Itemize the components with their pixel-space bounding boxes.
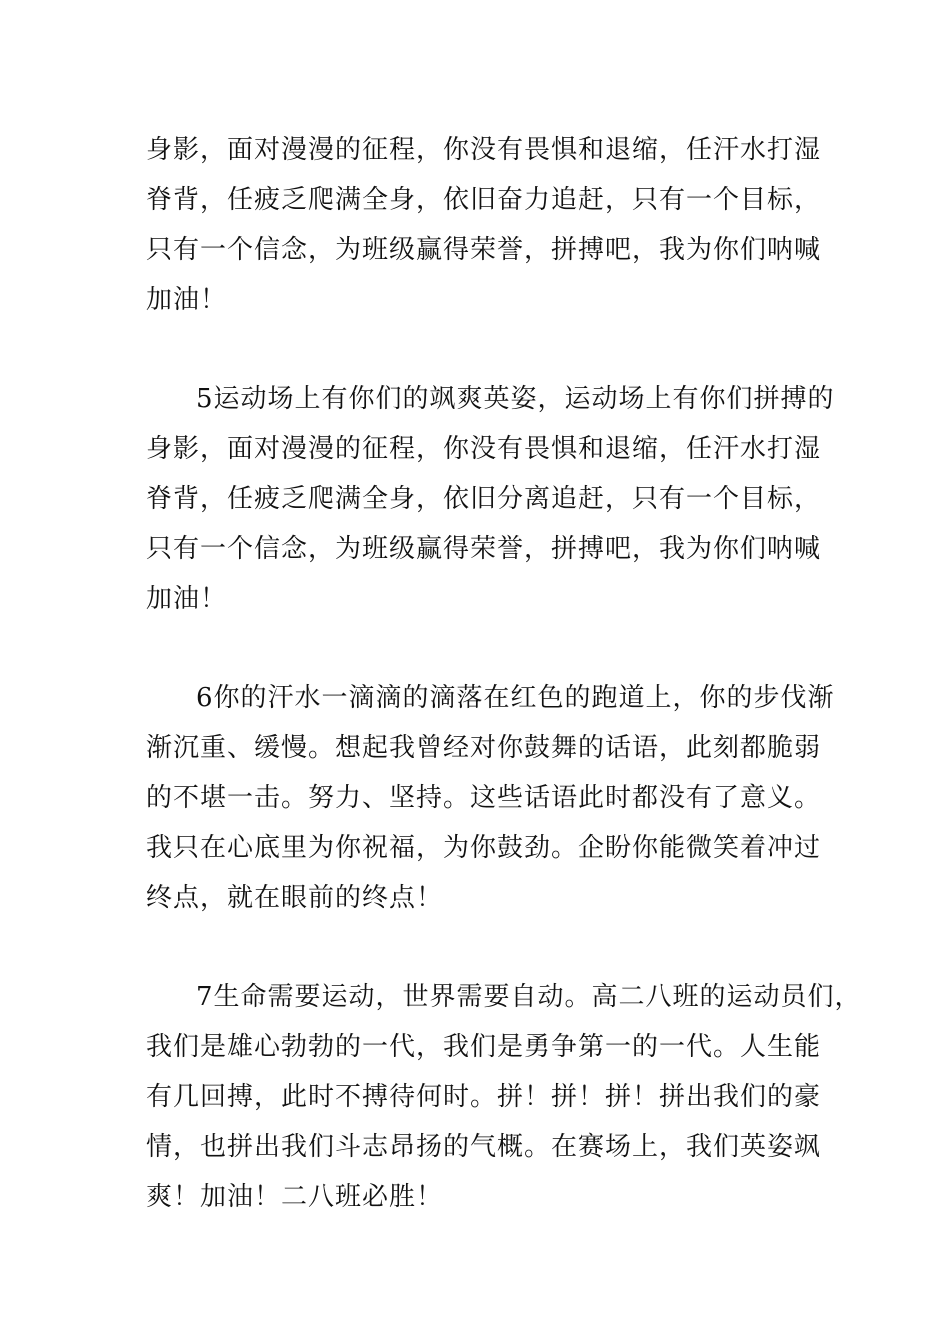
text-line: 只有一个信念，为班级赢得荣誉，拼搏吧，我为你们呐喊 xyxy=(146,235,822,265)
text-line: 我只在心底里为你祝福，为你鼓劲。企盼你能微笑着冲过 xyxy=(146,833,822,863)
text-line: 脊背，任疲乏爬满全身，依旧分离追赶，只有一个目标， xyxy=(146,484,822,514)
paragraph-first-line: 7生命需要运动，世界需要自动。高二八班的运动员们， xyxy=(196,982,862,1012)
text-line: 我们是雄心勃勃的一代，我们是勇争第一的一代。人生能 xyxy=(146,1032,822,1062)
text-line: 有几回搏，此时不搏待何时。拼！拼！拼！拼出我们的豪 xyxy=(146,1082,822,1112)
text-line: 身影，面对漫漫的征程，你没有畏惧和退缩，任汗水打湿 xyxy=(146,434,822,464)
text-line: 身影，面对漫漫的征程，你没有畏惧和退缩，任汗水打湿 xyxy=(146,135,822,165)
text-line: 脊背，任疲乏爬满全身，依旧奋力追赶，只有一个目标， xyxy=(146,185,822,215)
text-line: 终点，就在眼前的终点！ xyxy=(146,883,444,913)
paragraph-first-line: 6你的汗水一滴滴的滴落在红色的跑道上，你的步伐渐 xyxy=(196,683,835,713)
text-line: 加油！ xyxy=(146,584,228,614)
text-line: 爽！加油！二八班必胜！ xyxy=(146,1182,444,1212)
text-line: 渐沉重、缓慢。想起我曾经对你鼓舞的话语，此刻都脆弱 xyxy=(146,733,822,763)
paragraph-first-line: 5运动场上有你们的飒爽英姿，运动场上有你们拼搏的 xyxy=(196,384,835,414)
text-line: 只有一个信念，为班级赢得荣誉，拼搏吧，我为你们呐喊 xyxy=(146,534,822,564)
text-line: 加油！ xyxy=(146,285,228,315)
text-line: 情，也拼出我们斗志昂扬的气概。在赛场上，我们英姿飒 xyxy=(146,1132,822,1162)
text-line: 的不堪一击。努力、坚持。这些话语此时都没有了意义。 xyxy=(146,783,822,813)
